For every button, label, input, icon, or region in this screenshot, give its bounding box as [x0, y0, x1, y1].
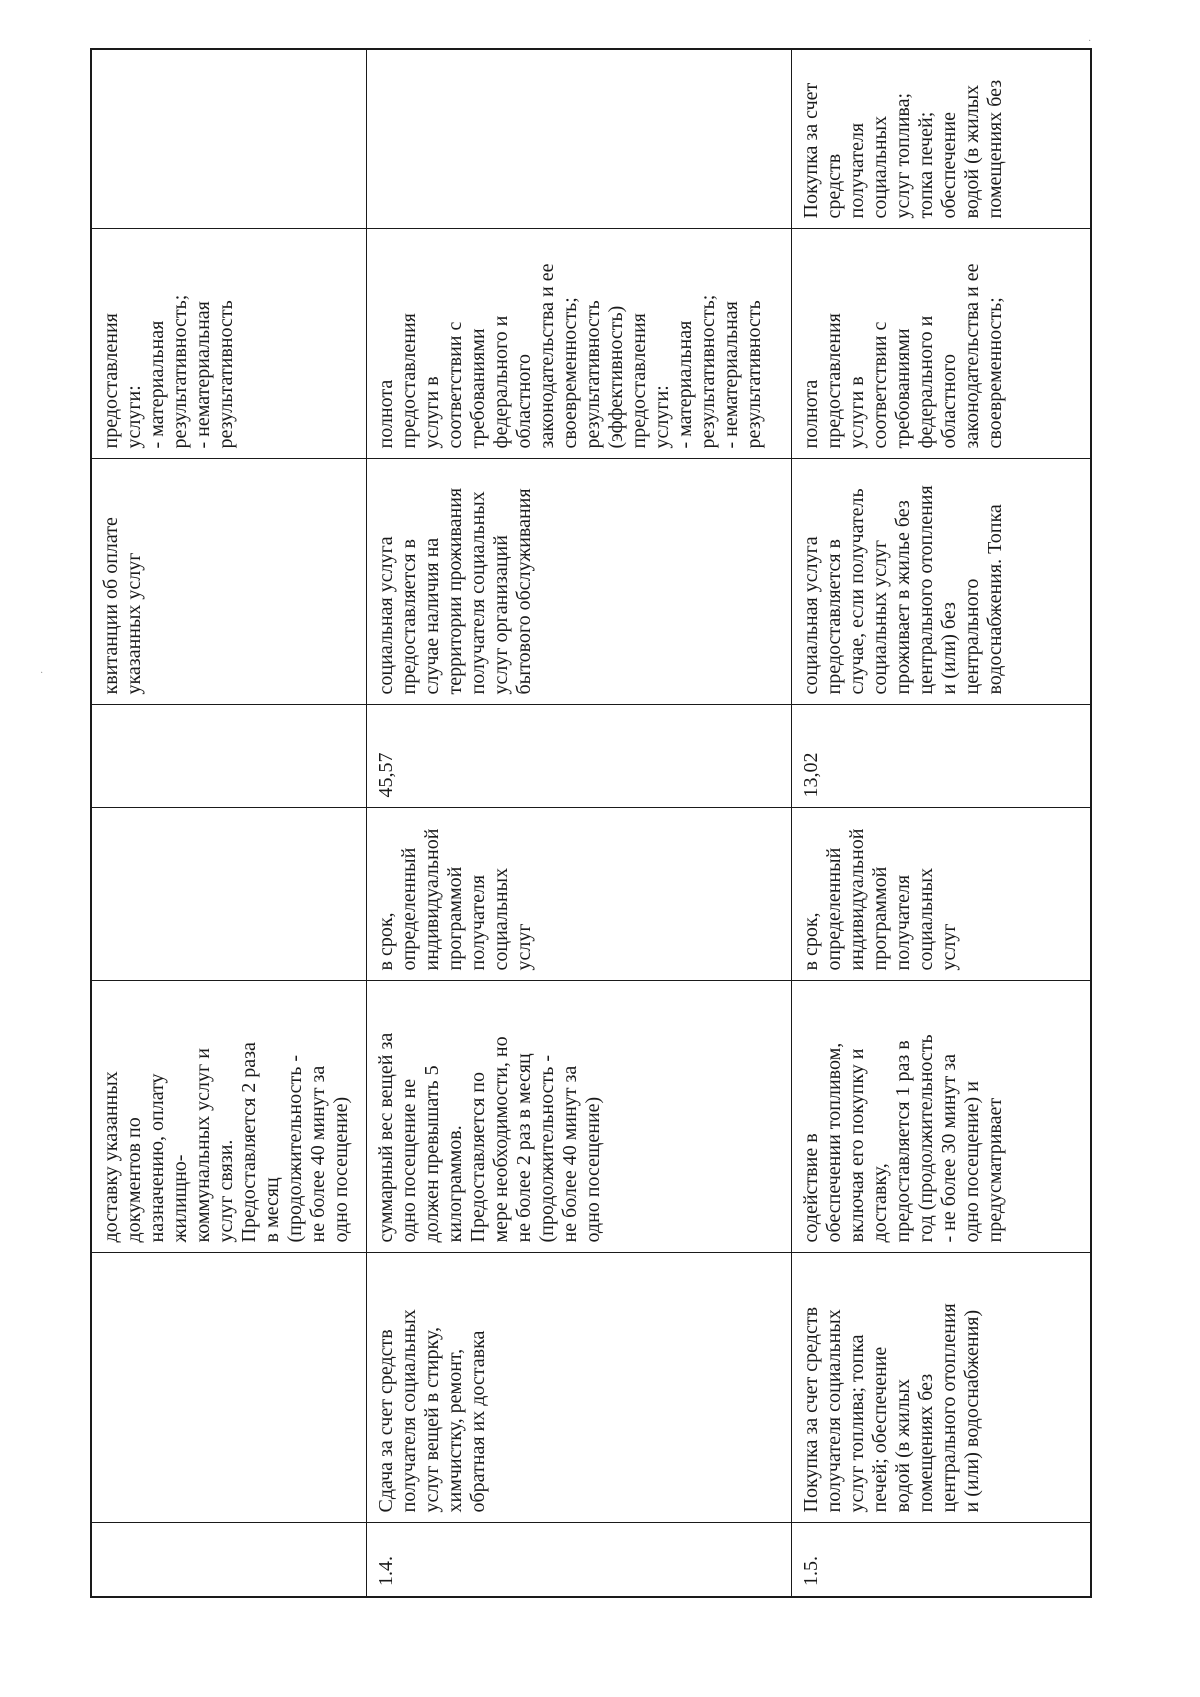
service-name-cell — [91, 1253, 366, 1523]
tariff-cell: 45,57 — [366, 705, 791, 808]
service-name-cell: Покупка за счет средств получателя социальных услуг топлива; топка печей; обеспечение водой (в жилых помещениях без центрального отопления и (или) водоснабжения) — [791, 1253, 1091, 1523]
tariff-cell: 13,02 — [791, 705, 1091, 808]
notes-cell — [91, 49, 366, 229]
service-term-cell: в срок, определенный индивидуальной программой получателя социальных услуг — [366, 808, 791, 981]
quality-indicators-cell: полнота предоставления услуги в соответствии с требованиями федерального и областного законодательства и ее своевременность; — [791, 229, 1091, 459]
quality-indicators-cell: предоставления услуги: - материальная результативность; - нематериальная результативность — [91, 229, 366, 459]
tariff-cell — [91, 705, 366, 808]
rotated-table-wrapper — [90, 79, 1090, 1598]
conditions-cell: социальная услуга предоставляется в случае, если получатель социальных услуг проживает в жилье без центрального отопления и (или) без центрального водоснабжения. Топка — [791, 459, 1091, 705]
conditions-cell: социальная услуга предоставляется в случае наличия на территории проживания получателя социальных услуг организаций бытового обслуживания — [366, 459, 791, 705]
service-content-cell: содействие в обеспечении топливом, включая его покупку и доставку, предоставляется 1 раз в год (продолжительность - не более 30 минут за одно посещение) и предусматривает — [791, 981, 1091, 1253]
service-name-cell: Сдача за счет средств получателя социальных услуг вещей в стирку, химчистку, ремонт, обратная их доставка — [366, 1253, 791, 1523]
services-table — [90, 48, 1092, 1598]
conditions-cell: квитанции об оплате указанных услуг — [91, 459, 366, 705]
scan-speck: · — [1088, 36, 1092, 47]
notes-cell — [366, 49, 791, 229]
notes-cell: Покупка за счет средств получателя социальных услуг топлива; топка печей; обеспечение водой (в жилых помещениях без — [791, 49, 1091, 229]
table-row — [366, 49, 791, 1597]
quality-indicators-cell: полнота предоставления услуги в соответствии с требованиями федерального и областного законодательства и ее своевременность; результативность (эффективность) предоставления услуги: - материальная результативность; - нематериальная результативность — [366, 229, 791, 459]
row-number-cell: 1.5. — [791, 1523, 1091, 1597]
service-content-cell: суммарный вес вещей за одно посещение не должен превышать 5 килограммов. Предоставляется по мере необходимости, но не более 2 раз в месяц (продолжительность - не более 40 минут за одно посещение) — [366, 981, 791, 1253]
row-number-cell — [91, 1523, 366, 1597]
table-row — [791, 49, 1091, 1597]
table-row — [91, 49, 366, 1597]
service-term-cell: в срок, определенный индивидуальной программой получателя социальных услуг — [791, 808, 1091, 981]
scan-speck: · — [40, 668, 44, 679]
service-content-cell: доставку указанных документов по назначению, оплату жилищно- коммунальных услуг и услуг связи. Предоставляется 2 раза в месяц (продолжительность - не более 40 минут за одно посещение) — [91, 981, 366, 1253]
row-number-cell: 1.4. — [366, 1523, 791, 1597]
service-term-cell — [91, 808, 366, 981]
